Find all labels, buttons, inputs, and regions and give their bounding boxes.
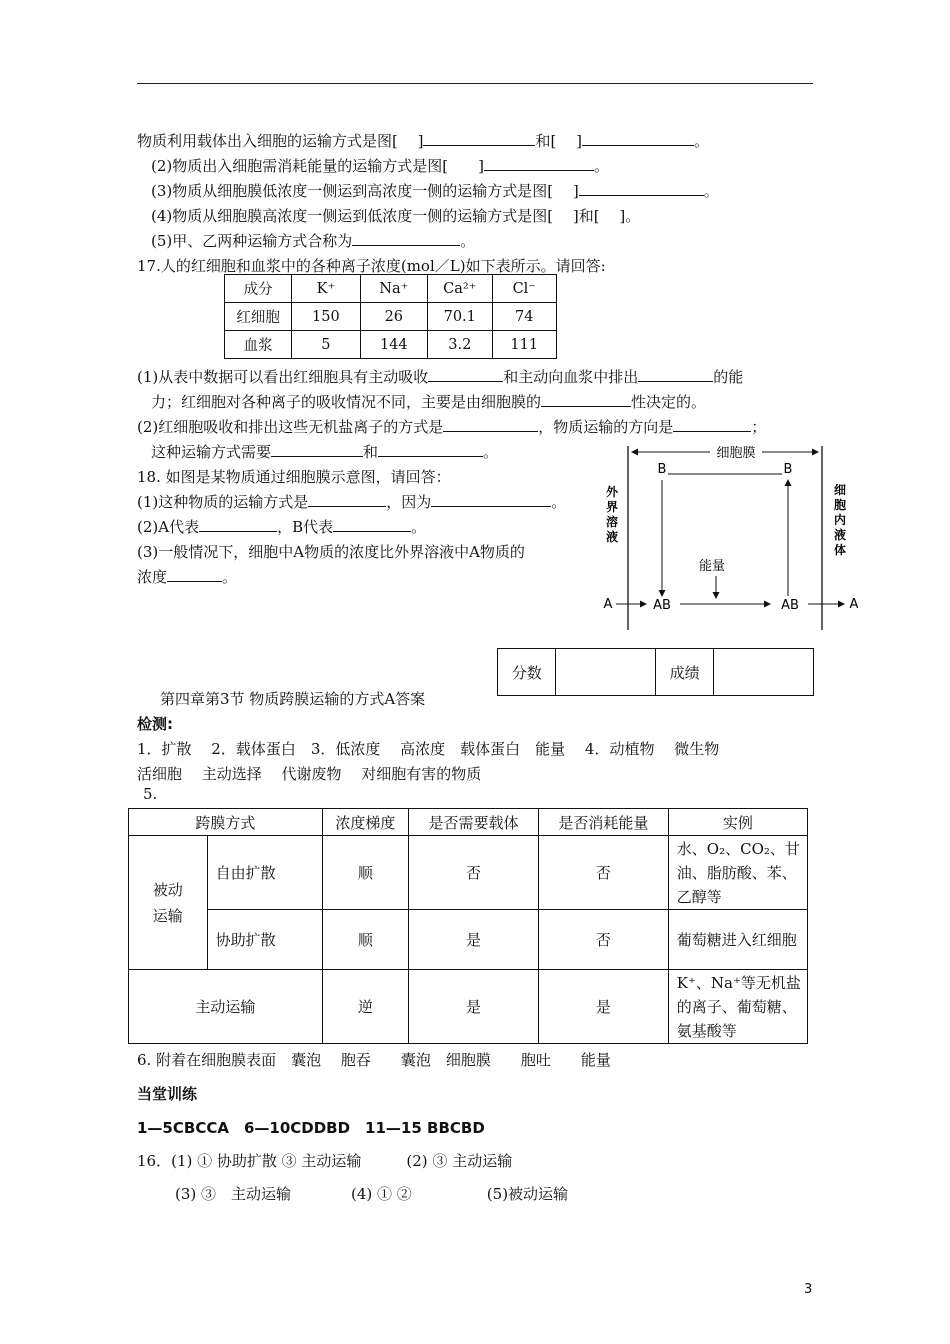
table-row: 成分 K⁺ Na⁺ Ca²⁺ Cl⁻ — [225, 275, 557, 303]
answer-blank[interactable] — [428, 367, 503, 382]
answer-5-label: 5. — [143, 785, 158, 803]
membrane-transport-diagram — [592, 438, 872, 638]
answer-blank[interactable] — [271, 442, 363, 457]
answer-16-line1: 16．(1) ① 协助扩散 ③ 主动运输 (2) ③ 主动运输 — [137, 1152, 513, 1170]
q16-line1: 物质利用载体出入细胞的运输方式是图[ ] 和[ ] 。 — [137, 132, 709, 150]
answer-blank[interactable] — [638, 367, 713, 382]
table-row: 红细胞 150 26 70.1 74 — [225, 303, 557, 331]
ab-right-label: AB — [781, 598, 799, 613]
answer-blank[interactable] — [167, 567, 222, 582]
transport-summary-table — [128, 808, 808, 1044]
membrane-label: 细胞膜 — [716, 446, 756, 461]
q18-part2: (2)A代表 ，B代表 。 — [137, 518, 427, 536]
answer-blank[interactable] — [423, 131, 535, 146]
answer-blank[interactable] — [484, 156, 594, 171]
q18-intro: 18. 如图是某物质通过细胞膜示意图，请回答： — [137, 468, 451, 486]
answer-blank[interactable] — [333, 517, 411, 532]
ion-concentration-table — [224, 274, 557, 359]
a-right-label: A — [849, 597, 859, 612]
score-input[interactable] — [556, 649, 656, 696]
table-row: 分数 成绩 — [498, 649, 814, 696]
answer-blank[interactable] — [443, 417, 538, 432]
b-left-label: B — [657, 462, 667, 477]
inside-label: 细胞内液体 — [833, 483, 847, 557]
table-row: 被动运输 自由扩散 顺 否 否 水、O₂、CO₂、甘油、脂肪酸、苯、乙醇等 — [129, 836, 808, 910]
table-row: 协助扩散 顺 是 否 葡萄糖进入红细胞 — [129, 910, 808, 970]
q17-part1-line1: (1)从表中数据可以看出红细胞具有主动吸收 和主动向血浆中排出 的能 — [137, 368, 744, 386]
multiple-choice-answers: 1—5CBCCA 6—10CDDBD 11—15 BBCBD — [137, 1119, 485, 1137]
passive-transport-cell: 被动运输 — [129, 836, 208, 970]
answer-blank[interactable] — [673, 417, 751, 432]
ab-left-label: AB — [653, 598, 671, 613]
answer-blank[interactable] — [352, 231, 460, 246]
q17-part2-line2: 这种运输方式需要 和 。 — [151, 443, 499, 461]
energy-label: 能量 — [698, 559, 726, 574]
table-row: 跨膜方式 浓度梯度 是否需要载体 是否消耗能量 实例 — [129, 809, 808, 836]
answer-blank[interactable] — [431, 492, 551, 507]
answer-blank[interactable] — [378, 442, 483, 457]
q17-part2-line1: (2)红细胞吸收和排出这些无机盐离子的方式是 ，物质运输的方向是 ； — [137, 418, 767, 436]
answer-1-4: 1．扩散 2．载体蛋白 3．低浓度 高浓度 载体蛋白 能量 4．动植物 微生物 — [137, 740, 720, 758]
q18-part3-line1: (3)一般情况下，细胞中A物质的浓度比外界溶液中A物质的 — [137, 543, 525, 561]
table-row: 主动运输 逆 是 是 K⁺、Na⁺等无机盐的离子、葡萄糖、氨基酸等 — [129, 970, 808, 1044]
table-row: 血浆 5 144 3.2 111 — [225, 331, 557, 359]
page-number: 3 — [804, 1282, 813, 1297]
answer-blank[interactable] — [582, 131, 694, 146]
answer-blank[interactable] — [579, 181, 704, 196]
outside-label: 外界溶液 — [605, 485, 619, 544]
q17-intro: 17.人的红细胞和血浆中的各种离子浓度(mol／L)如下表所示。请回答: — [137, 257, 606, 275]
q16-line2: (2)物质出入细胞需消耗能量的运输方式是图[ ] 。 — [151, 157, 609, 175]
q16-line3: (3)物质从细胞膜低浓度一侧运到高浓度一侧的运输方式是图[ ] 。 — [151, 182, 719, 200]
answer-1-4-cont: 活细胞 主动选择 代谢废物 对细胞有害的物质 — [137, 765, 482, 783]
answer-16-line2: (3) ③ 主动运输 (4) ① ② (5)被动运输 — [175, 1185, 569, 1203]
grade-input[interactable] — [714, 649, 814, 696]
header-rule — [137, 83, 813, 84]
q18-part3-line2: 浓度 。 — [137, 568, 238, 586]
b-right-label: B — [783, 462, 793, 477]
answer-blank[interactable] — [199, 517, 277, 532]
answer-blank[interactable] — [541, 392, 631, 407]
q18-part1: (1)这种物质的运输方式是 ，因为 。 — [137, 493, 567, 511]
q16-line5: (5)甲、乙两种运输方式合称为 。 — [151, 232, 476, 250]
detect-heading: 检测: — [137, 715, 173, 733]
q17-part1-line2: 力；红细胞对各种离子的吸收情况不同，主要是由细胞膜的 性决定的。 — [151, 393, 707, 411]
a-left-label: A — [603, 597, 613, 612]
q16-line4: (4)物质从细胞膜高浓度一侧运到低浓度一侧的运输方式是图[ ]和[ ]。 — [151, 207, 641, 225]
score-box — [497, 648, 814, 696]
answers-title: 第四章第3节 物质跨膜运输的方式A答案 — [160, 690, 426, 708]
answer-6: 6. 附着在细胞膜表面 囊泡 胞吞 囊泡 细胞膜 胞吐 能量 — [137, 1051, 611, 1069]
answer-blank[interactable] — [308, 492, 386, 507]
practice-heading: 当堂训练 — [137, 1085, 198, 1103]
